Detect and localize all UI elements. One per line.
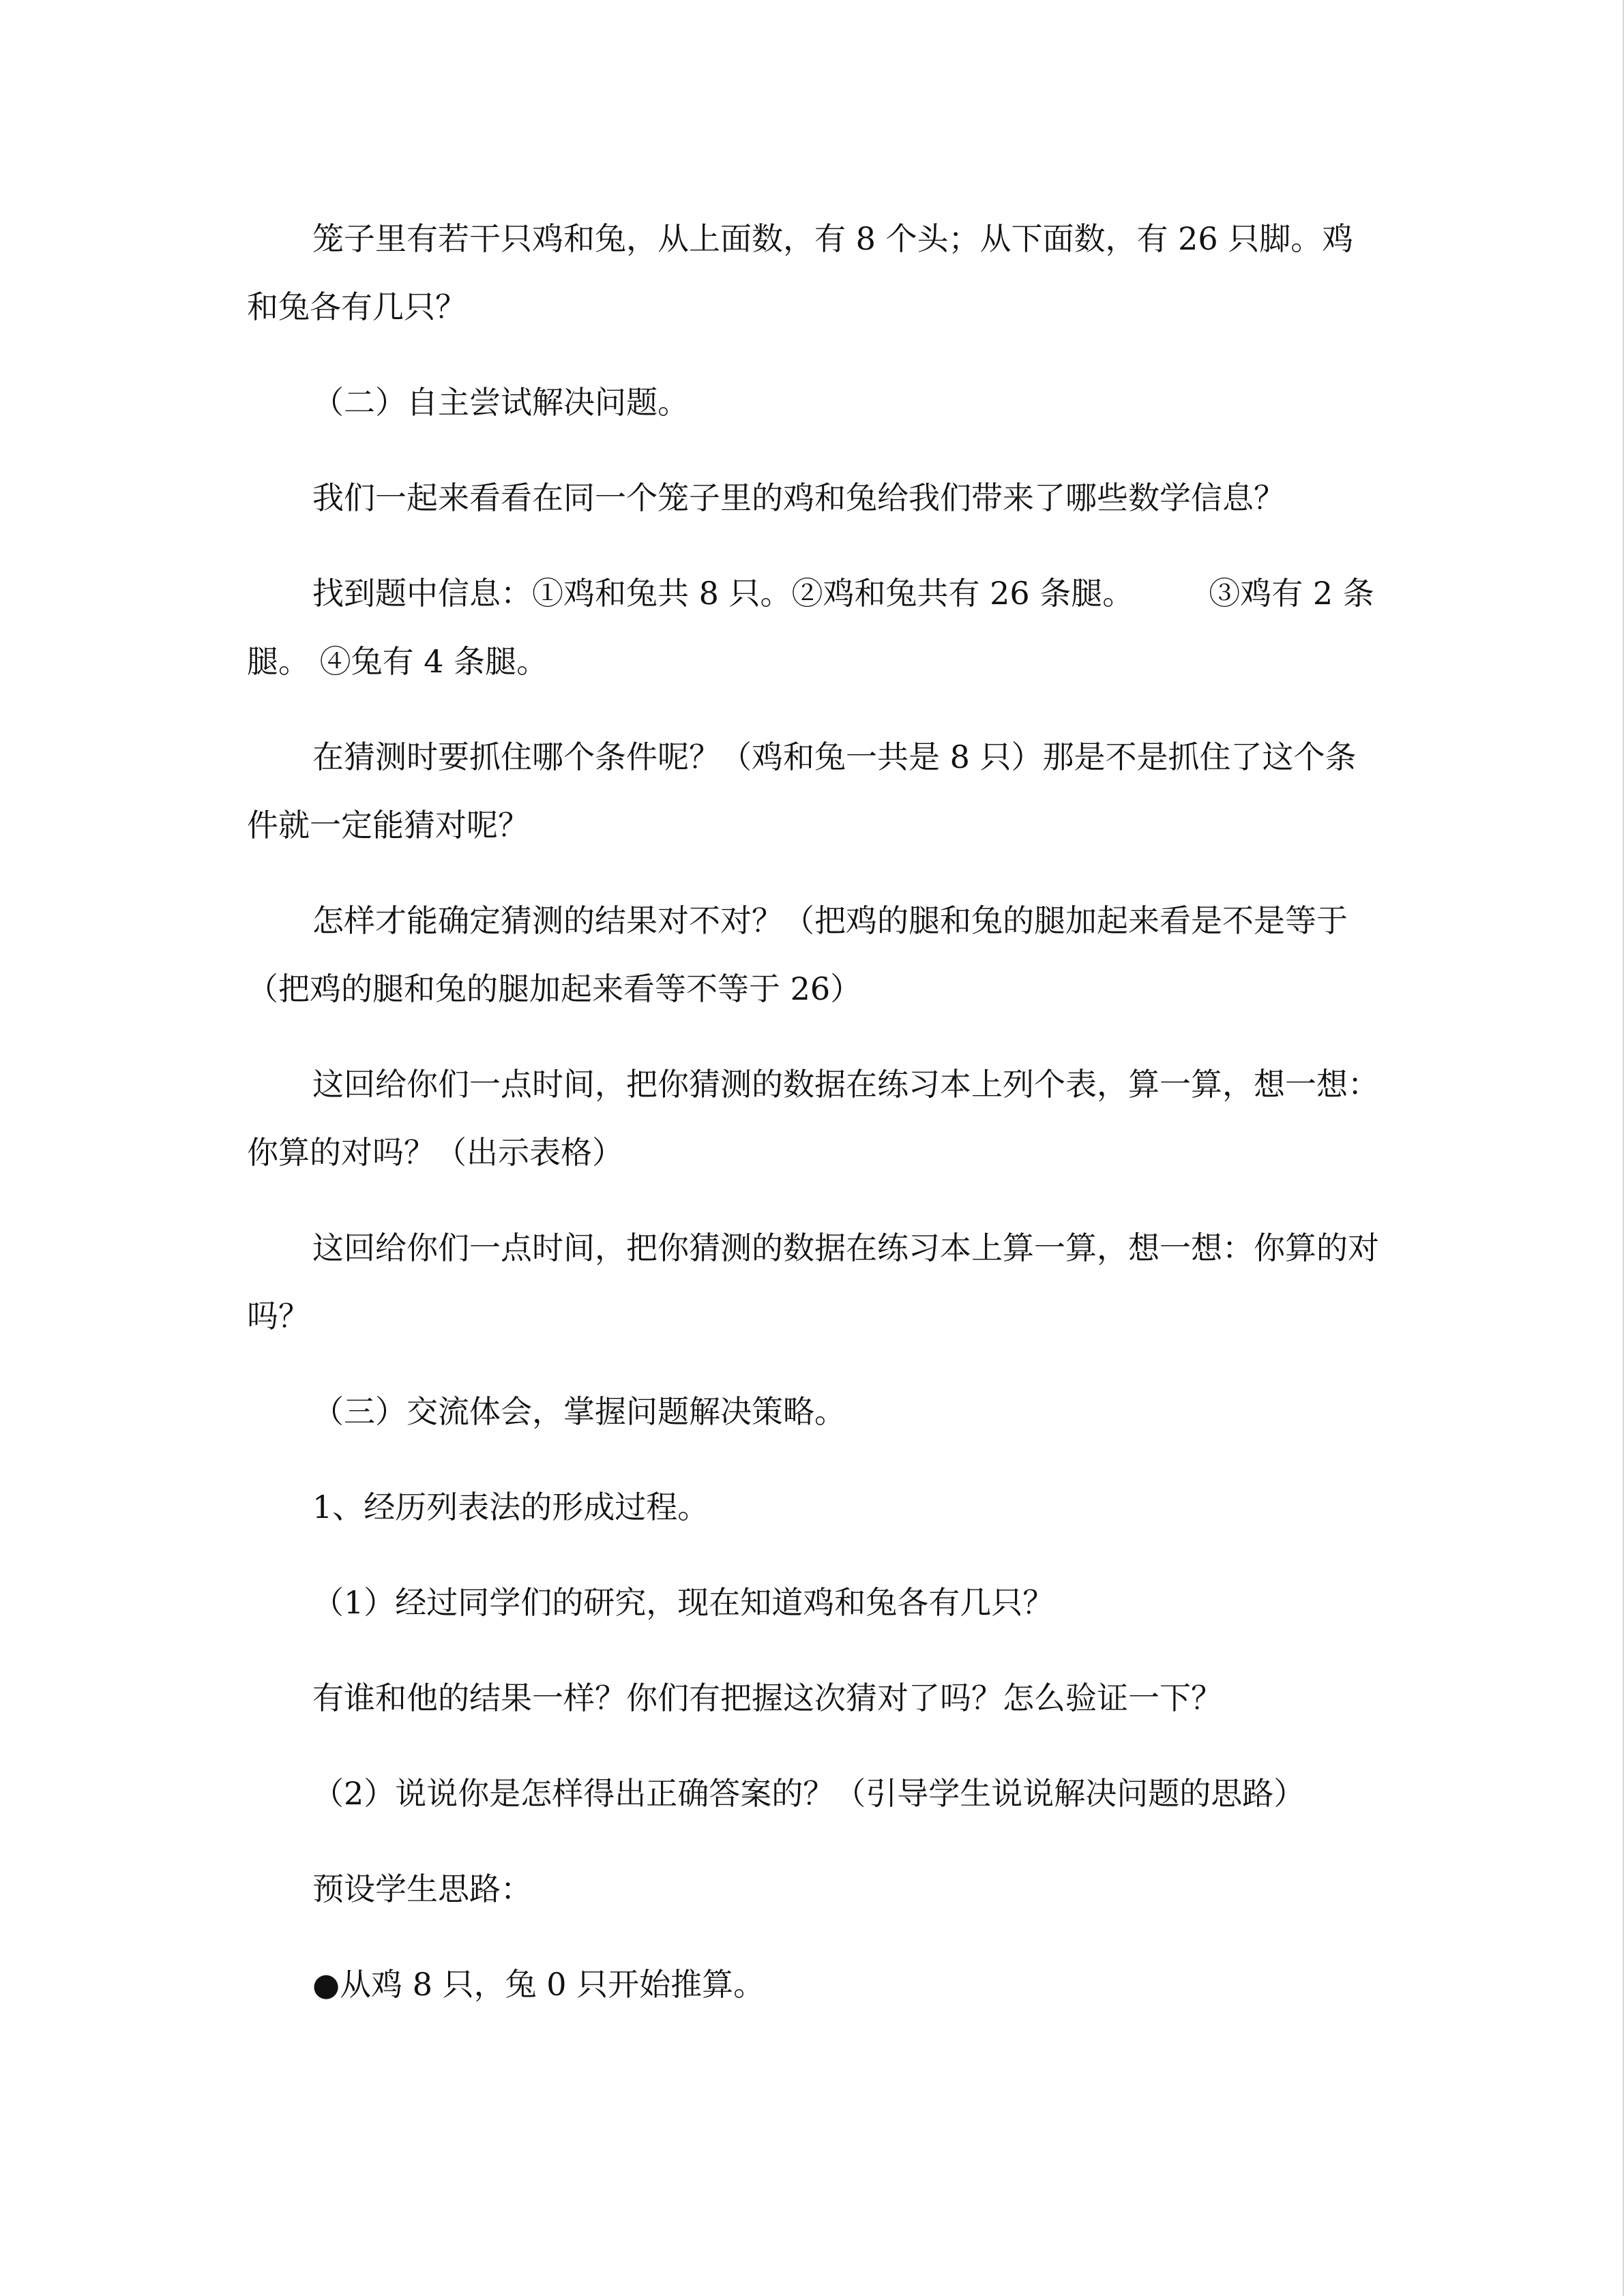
document-body bbox=[247, 205, 1379, 2046]
paragraph-find-info bbox=[247, 559, 1379, 696]
question-2: （2）说说你是怎样得出正确答案的？（引导学生说说解决问题的思路） bbox=[312, 1775, 1305, 1812]
bullet-item-start-calc: ●从鸡 8 只，兔 0 只开始推算。 bbox=[312, 1966, 765, 2003]
problem-statement: 笼子里有若干只鸡和兔，从上面数，有 8 个头；从下面数，有 26 只脚。鸡和兔各有几只？ bbox=[247, 220, 1354, 325]
find-info-part-2: ③鸡有 2 条腿。 ④兔有 4 条腿。 bbox=[247, 575, 1374, 680]
paragraph-same-result: 有谁和他的结果一样？你们有把握这次猜对了吗？怎么验证一下？ bbox=[312, 1680, 1222, 1716]
paragraph-calc-task: 这回给你们一点时间，把你猜测的数据在练习本上算一算，想一想：你算的对吗？ bbox=[247, 1229, 1379, 1335]
paragraph-table-task: 这回给你们一点时间，把你猜测的数据在练习本上列个表，算一算，想一想：你算的对吗？（出示表格） bbox=[247, 1066, 1379, 1171]
paragraph-math-info: 我们一起来看看在同一个笼子里的鸡和兔给我们带来了哪些数学信息？ bbox=[312, 479, 1285, 516]
step-1-heading: 1、经历列表法的形成过程。 bbox=[312, 1489, 709, 1525]
section-heading-3: （三）交流体会，掌握问题解决策略。 bbox=[312, 1393, 846, 1430]
find-info-part-1: 找到题中信息：①鸡和兔共 8 只。②鸡和兔共有 26 条腿。 bbox=[312, 575, 1134, 612]
question-1: （1）经过同学们的研究，现在知道鸡和兔各有几只？ bbox=[312, 1584, 1054, 1621]
paragraph-verify-guess: 怎样才能确定猜测的结果对不对？（把鸡的腿和兔的腿加起来看是不是等于（把鸡的腿和兔的腿加起来看等不等于 26） bbox=[247, 902, 1348, 1007]
paragraph-guess-condition: 在猜测时要抓住哪个条件呢？（鸡和兔一共是 8 只）那是不是抓住了这个条件就一定能猜对呢？ bbox=[247, 739, 1357, 844]
section-heading-2: （二）自主尝试解决问题。 bbox=[312, 384, 689, 421]
preset-thinking-label: 预设学生思路： bbox=[312, 1870, 532, 1907]
